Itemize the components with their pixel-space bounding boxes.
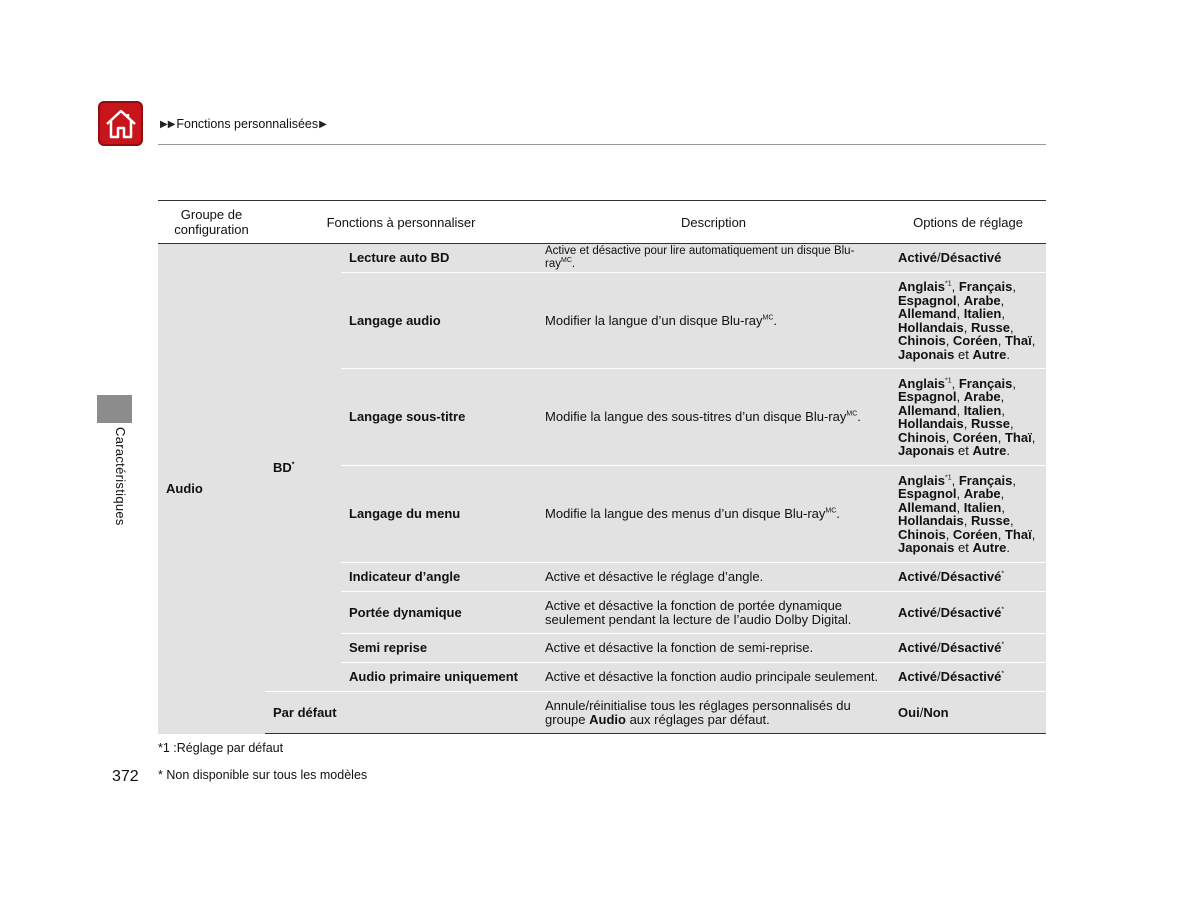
option-language: Espagnol [898, 486, 957, 501]
function-cell: Par défaut [265, 692, 537, 734]
option-language: Chinois [898, 429, 946, 445]
side-tab[interactable] [97, 395, 132, 423]
option-conjunction: et [958, 443, 969, 458]
option-on: Activé [898, 250, 938, 266]
table-row [158, 244, 1046, 273]
option-language: Coréen [952, 526, 998, 542]
options-cell: Oui/Non [890, 692, 1046, 734]
availability-mark: * [1001, 606, 1005, 614]
description-sup: MC [825, 507, 837, 515]
description-text: aux réglages par défaut. [629, 711, 770, 727]
availability-mark: * [1001, 641, 1005, 649]
header-description: Description [537, 201, 890, 244]
description-cell [537, 244, 890, 273]
option-language: Japonais [898, 443, 955, 458]
home-icon [104, 108, 138, 140]
option-language: Italien [963, 306, 1002, 321]
table-header-row [158, 201, 1046, 244]
options-cell: Activé/Désactivé* [890, 592, 1046, 634]
option-off: Désactivé [940, 250, 1002, 266]
option-language: Anglais [898, 279, 945, 294]
option-on: Activé [898, 669, 938, 685]
breadcrumb [160, 117, 327, 131]
options-cell-languages: Anglais$^{*1}$, Français, Espagnol, Arabe, Allemand, Italien, Hollandais, Russe, Chinois, Coréen, Thaï, Japonais et Autre. [890, 369, 1046, 466]
option-language: Chinois [898, 526, 946, 542]
function-cell: Lecture auto BD [341, 244, 537, 273]
option-language: Autre [972, 443, 1007, 458]
option-language: Thaï [1004, 429, 1032, 445]
table-row-default [158, 692, 1046, 734]
option-off: Désactivé [940, 669, 1002, 685]
option-off: Désactivé [940, 640, 1002, 656]
availability-mark: * [1001, 570, 1005, 578]
breadcrumb-arrow-icon: ▶▶ [160, 118, 176, 130]
footnote-default: *1 :Réglage par défaut [158, 741, 284, 755]
options-cell: Activé/Désactivé* [890, 563, 1046, 592]
option-language: Russe [971, 319, 1011, 335]
option-on: Activé [898, 640, 938, 656]
option-language: Thaï [1004, 526, 1032, 542]
option-language: Français [958, 375, 1013, 391]
option-no: Non [923, 704, 949, 720]
description-text: Annule/réinitialise tous les réglages personnalisés du groupe [545, 698, 851, 727]
option-language: Allemand [898, 402, 957, 418]
function-cell: Indicateur d’angle [341, 563, 537, 592]
option-on: Activé [898, 569, 938, 585]
function-cell: Langage audio [341, 273, 537, 369]
option-language: Hollandais [898, 319, 964, 335]
availability-mark: * [1001, 670, 1005, 678]
settings-table-wrapper [158, 200, 1046, 734]
subgroup-cell [265, 244, 341, 692]
description-cell [537, 466, 890, 563]
options-cell: Activé/Désactivé [890, 244, 1046, 273]
default-mark: *1 [944, 280, 952, 288]
description-end: . [836, 506, 840, 522]
option-conjunction: et [958, 540, 969, 555]
options-cell: Activé/Désactivé* [890, 634, 1046, 663]
option-language: Anglais [898, 472, 945, 488]
description-end: . [571, 258, 576, 270]
option-language: Chinois [898, 333, 946, 348]
option-language: Thaï [1004, 333, 1032, 348]
description-cell [537, 273, 890, 369]
description-cell [537, 692, 890, 734]
header-options: Options de réglage [890, 201, 1046, 244]
options-cell-languages: Anglais$^{*1}$, Français, Espagnol, Arabe, Allemand, Italien, Hollandais, Russe, Chinois, Coréen, Thaï, Japonais et Autre. [890, 466, 1046, 563]
option-language: Autre [972, 346, 1007, 362]
options-cell-languages: Anglais$^{*1}$, Français, Espagnol, Arabe, Allemand, Italien, Hollandais, Russe, Chinois, Coréen, Thaï, Japonais et Autre. [890, 273, 1046, 369]
description-bold: Audio [589, 711, 626, 727]
description-cell: Active et désactive le réglage d’angle. [537, 563, 890, 592]
description-sup: MC [846, 410, 858, 418]
function-cell: Portée dynamique [341, 592, 537, 634]
description-cell: Active et désactive la fonction de portée dynamique seulement pendant la lecture de l’audio Dolby Digital. [537, 592, 890, 634]
option-language: Hollandais [898, 416, 964, 431]
group-cell [158, 244, 265, 734]
option-language: Espagnol [898, 292, 957, 308]
description-end: . [857, 409, 861, 425]
option-language: Anglais [898, 375, 945, 391]
breadcrumb-arrow-icon: ▶ [319, 118, 327, 130]
description-cell: Active et désactive la fonction de semi-reprise. [537, 634, 890, 663]
option-language: Japonais [898, 540, 955, 555]
group-label: Audio [166, 481, 203, 496]
description-sup: MC [561, 257, 572, 265]
description-cell: Active et désactive la fonction audio principale seulement. [537, 663, 890, 692]
option-language: Français [958, 279, 1013, 294]
page-number: 372 [112, 768, 139, 785]
header-group: Groupe de configuration [158, 201, 265, 244]
function-cell: Langage du menu [341, 466, 537, 563]
option-off: Désactivé [940, 569, 1002, 585]
option-yes: Oui [898, 704, 920, 720]
option-language: Russe [971, 416, 1011, 431]
header-divider [158, 144, 1046, 145]
description-text: Modifier la langue d’un disque Blu-ray [545, 312, 763, 328]
function-cell: Langage sous-titre [341, 369, 537, 466]
description-sup: MC [762, 314, 774, 322]
function-cell: Audio primaire uniquement [341, 663, 537, 692]
option-language: Arabe [963, 292, 1001, 308]
option-language: Autre [972, 540, 1007, 555]
option-conjunction: et [958, 346, 969, 362]
breadcrumb-link[interactable]: Fonctions personnalisées [176, 117, 319, 131]
home-button[interactable] [98, 101, 143, 146]
option-on: Activé [898, 604, 938, 620]
option-language: Coréen [952, 429, 998, 445]
option-language: Allemand [898, 499, 957, 515]
side-tab-label: Caractéristiques [113, 427, 128, 526]
options-cell: Activé/Désactivé* [890, 663, 1046, 692]
option-language: Japonais [898, 346, 955, 362]
option-off: Désactivé [940, 604, 1002, 620]
footnote-availability: * Non disponible sur tous les modèles [158, 768, 368, 782]
option-language: Coréen [952, 333, 998, 348]
subgroup-label: BD [273, 459, 292, 475]
header-functions: Fonctions à personnaliser [265, 201, 537, 244]
option-language: Arabe [963, 486, 1001, 501]
option-language: Italien [963, 402, 1002, 418]
function-cell: Semi reprise [341, 634, 537, 663]
description-cell [537, 369, 890, 466]
settings-table [158, 200, 1046, 734]
option-language: Italien [963, 499, 1002, 515]
default-mark: *1 [944, 377, 952, 385]
default-mark: *1 [944, 474, 952, 482]
description-text: Modifie la langue des menus d’un disque Blu-ray [545, 506, 826, 522]
description-text: Active et désactive pour lire automatiquement un disque Blu-ray [545, 244, 855, 270]
option-language: Allemand [898, 306, 957, 321]
subgroup-footnote-mark: * [291, 461, 295, 469]
option-language: Hollandais [898, 513, 964, 528]
option-language: Russe [971, 513, 1011, 528]
description-end: . [773, 312, 778, 328]
option-language: Arabe [963, 389, 1001, 404]
description-text: Modifie la langue des sous-titres d’un disque Blu-ray [545, 409, 847, 425]
option-language: Espagnol [898, 389, 957, 404]
option-language: Français [958, 472, 1013, 488]
